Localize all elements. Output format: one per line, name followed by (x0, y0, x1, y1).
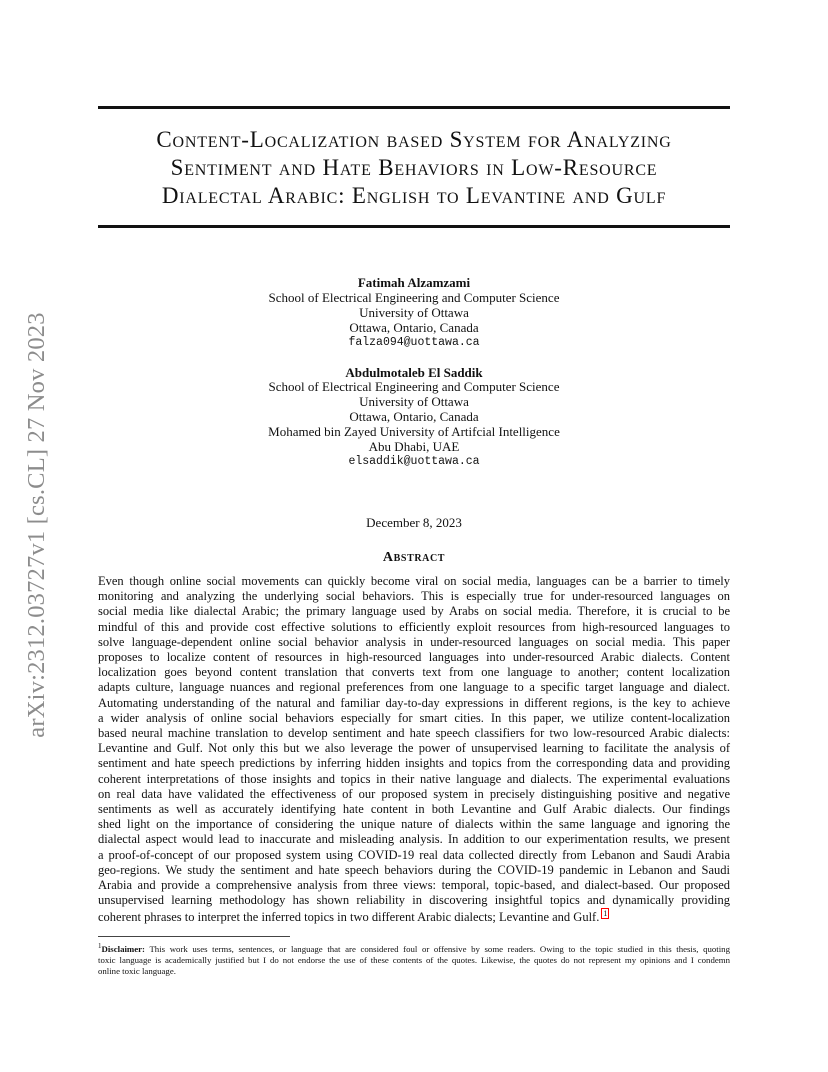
abstract-body (98, 574, 730, 926)
abstract-line: social media like dialectal Arabic; the primary language used by Arabs on social media. Therefore, it is crucial to be (98, 604, 730, 619)
abstract-line: Even though online social movements can quickly become viral on social media, languages can be a barrier to timely (98, 574, 730, 588)
abstract-line: Automating understanding of the natural and familiar day-to-day expressions in different regions, is the key to achieve (98, 695, 730, 710)
footnote-line (98, 941, 730, 955)
abstract-line: geo-regions. We study the sentiment and hate speech behaviors during the COVID-19 pandemic in Lebanon and Saudi (98, 862, 730, 877)
footnote-reference-link[interactable]: 1 (603, 909, 608, 919)
abstract-last-line (98, 908, 730, 925)
abstract-line: Levantine and Gulf. Not only this but we also leverage the power of unsupervised learning to facilitate the analysis of (98, 741, 730, 756)
abstract-line: coherent interpretations of those insights and topics in their native language and dialects. The experimental evaluations (98, 771, 730, 786)
abstract-line: on real data have validated the effectiveness of our proposed system in precisely distinguishing positive and negative (98, 786, 730, 801)
author-block (98, 366, 730, 470)
title-line: Dialectal Arabic: English to Levantine and Gulf (161, 183, 667, 208)
footnote-mark: 1 (98, 942, 102, 950)
abstract-line: dialectal aspect would lead to inaccurate and misleading analysis. In addition to our experimentation results, we present (98, 832, 730, 847)
author-name: Abdulmotaleb El Saddik (345, 364, 483, 380)
title-line: Sentiment and Hate Behaviors in Low-Resource (170, 155, 658, 180)
abstract-line: monitoring and analyzing the underlying social behaviors. This is especially true for under-resourced languages on (98, 589, 730, 604)
author-email: falza094@uottawa.ca (348, 335, 480, 349)
abstract-heading: Abstract (382, 550, 446, 565)
author-affiliation: Mohamed bin Zayed University of Artifcial Intelligence (268, 424, 560, 440)
abstract-line: unsupervised learning methodology has shown reliability in discovering insightful topics and dynamically providing (98, 893, 730, 908)
author-email: elsaddik@uottawa.ca (348, 454, 480, 468)
abstract-line: shed light on the importance of considering the unique nature of dialects within the same language and ignoring the (98, 817, 730, 832)
author-name: Fatimah Alzamzami (357, 275, 471, 290)
footnote-line: online toxic language. (98, 966, 176, 976)
author-affiliation: School of Electrical Engineering and Computer Science (268, 379, 560, 395)
author-affiliation: University of Ottawa (359, 394, 469, 410)
paper-date: December 8, 2023 (366, 515, 462, 530)
abstract-line: a wider analysis of online social behaviors especially for smart cities. In this paper, we utilize content-localization (98, 710, 730, 725)
abstract-line: sentiments as well as accurately identifying hate content in both Levantine and Gulf Arabic dialects. Our findings (98, 802, 730, 817)
arxiv-stamp-text: arXiv:2312.03727v1 [cs.CL] 27 Nov 2023 (23, 312, 50, 738)
abstract-line: mindful of this and provide cost effective solutions to efficiently exploit resources from high-resourced languages to (98, 619, 730, 634)
abstract-line: a proof-of-concept of our proposed system using COVID-19 real data collected directly from Lebanon and Saudi Arabia (98, 847, 730, 862)
title-bottom-rule (98, 225, 730, 228)
footnote-line: toxic language is academically justified but I do not endorse the use of these contents of the quotes. Likewise, the quotes do not represent my opinions and I condemn (98, 955, 730, 965)
title-line: Content-Localization based System for Analyzing (156, 127, 672, 152)
abstract-line: based neural machine translation to develop sentiment and hate speech classifiers for two low-resourced Arabic dialects: (98, 726, 730, 741)
author-block (98, 276, 730, 351)
author-affiliation: University of Ottawa (359, 304, 469, 320)
footnote (98, 941, 730, 977)
abstract-line: adapts culture, language nuances and regional preferences from one language to a specific target language and dialect. (98, 680, 730, 695)
abstract-line: coherent phrases to interpret the inferred topics in two different Arabic dialects; Levantine and Gulf. (98, 910, 600, 925)
author-affiliation: Ottawa, Ontario, Canada (349, 319, 479, 335)
author-affiliation: School of Electrical Engineering and Computer Science (268, 289, 560, 305)
title-top-rule (98, 106, 730, 109)
footnote-text: This work uses terms, sentences, or language that are considered foul or offensive by some readers. Owing to the topic studied in this thesis, quoting (149, 944, 730, 954)
author-affiliation: Ottawa, Ontario, Canada (349, 409, 479, 425)
paper-title (98, 126, 730, 210)
footnote-label: Disclaimer: (101, 944, 145, 954)
arxiv-identifier-stamp (22, 290, 52, 760)
abstract-line: proposes to localize content of resources in high-resourced languages into under-resourced Arabic dialects. Content (98, 650, 730, 665)
author-affiliation: Abu Dhabi, UAE (368, 439, 460, 455)
abstract-line: sentiment and hate speech predictions by inferring hidden insights and topics from the corresponding data and providing (98, 756, 730, 771)
abstract-line: localization goes beyond content translation that converts text from one language to another; content localization (98, 665, 730, 680)
footnote-rule (98, 936, 290, 937)
abstract-line: solve language-dependent online social behavior analysis in under-resourced languages on social media. This paper (98, 634, 730, 649)
abstract-line: Arabia and provide a comprehensive analysis from three views: temporal, topic-based, and dialect-based. Our proposed (98, 878, 730, 893)
author-list (98, 276, 730, 485)
